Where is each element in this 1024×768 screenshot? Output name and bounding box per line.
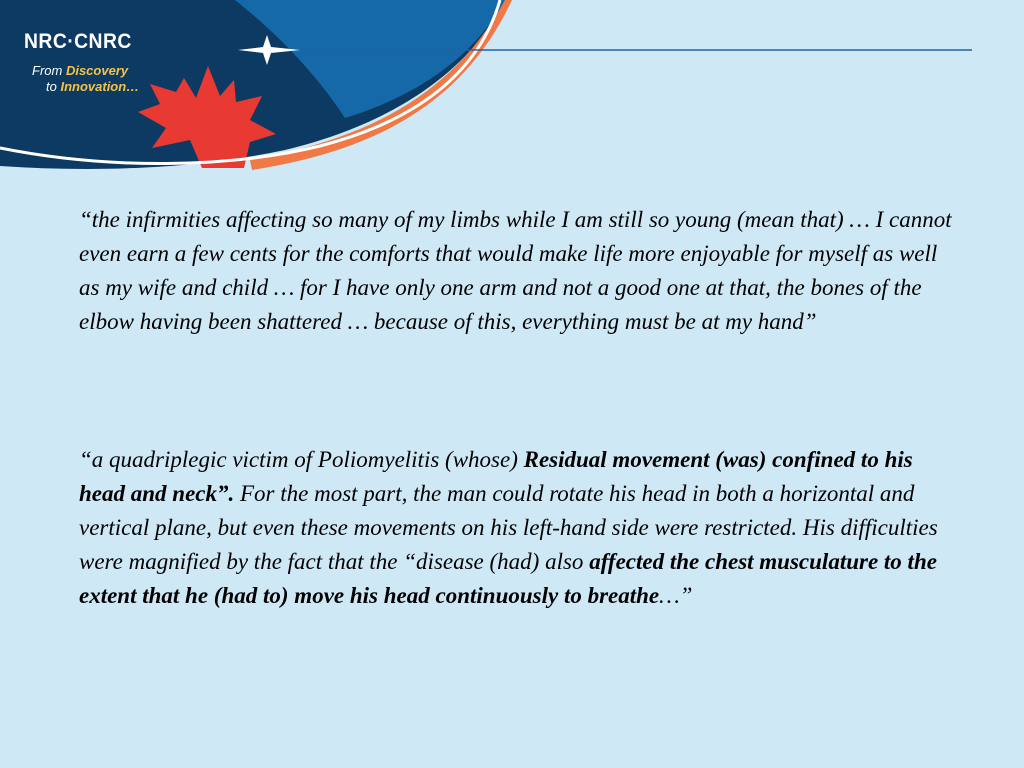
header-banner [0, 0, 1024, 200]
nrc-cnrc-logo: NRC·CNRC [24, 30, 132, 53]
quote2-bold-2: affected the chest musculature to the extent that he (had to) move his head continuously to breathe [79, 549, 937, 608]
quote-paragraph-1: “the infirmities affecting so many of my limbs while I am still so young (mean that) … I cannot even earn a few cents for the comforts that would make life more enjoyable for myself as well as my wife and child … for I have only one arm and not a good one at that, the bones of the elbow having been shattered … because of this, everything must be at my hand” [79, 207, 952, 334]
tagline-text-2: to [46, 79, 61, 94]
quote2-text-2: For the most part, the man could rotate his head in both a horizontal and vertical plane, but even these movements on his left-hand side were restricted. His difficulties were magnified by the fact that the “disease (had) also [79, 481, 938, 574]
quote2-bold-1: Residual movement (was) confined to his head and neck”. [79, 447, 913, 506]
quote2-text-1: “a quadriplegic victim of Poliomyelitis (whose) [79, 447, 524, 472]
tagline-highlight-2: Innovation… [60, 79, 140, 94]
tagline-line-1 [32, 63, 139, 79]
tagline-text-1: From [32, 63, 66, 78]
tagline-line-2 [32, 79, 139, 95]
quote2-text-3: …” [659, 583, 693, 608]
tagline-highlight-1: Discovery [65, 63, 129, 78]
quote-paragraph-2 [79, 443, 959, 613]
tagline [32, 63, 139, 95]
